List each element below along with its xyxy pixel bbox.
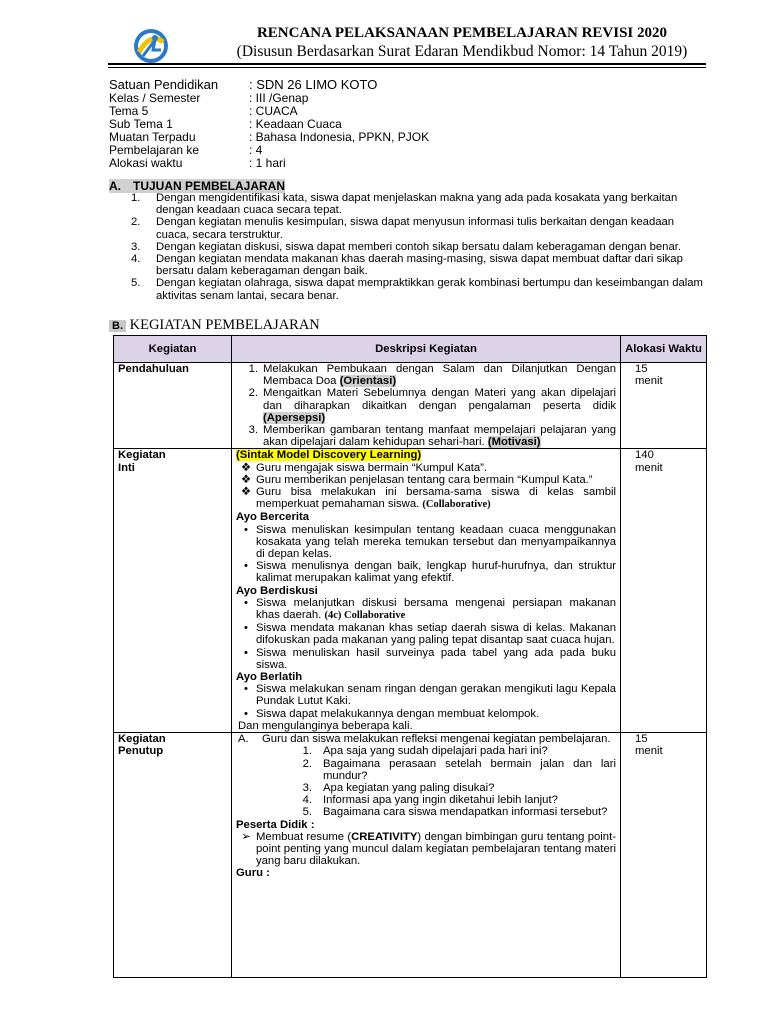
identity-label: Muatan Terpadu bbox=[109, 130, 196, 144]
item-number: 2. bbox=[131, 216, 141, 229]
cell-pendahuluan bbox=[114, 363, 232, 449]
item-number: A. bbox=[238, 733, 249, 746]
list-item bbox=[131, 253, 707, 277]
cell-pendahuluan-alokasi bbox=[621, 363, 707, 449]
cell-inti bbox=[114, 449, 232, 733]
header-divider-thick bbox=[108, 63, 706, 65]
cell-penutup-alokasi bbox=[621, 733, 707, 978]
item-number: 4. bbox=[302, 794, 312, 807]
item-number: 5. bbox=[302, 806, 312, 819]
table-row bbox=[114, 449, 707, 733]
list-item bbox=[236, 486, 616, 511]
list-item bbox=[236, 782, 616, 794]
item-text: Guru dan siswa melakukan refleksi mengenai kegiatan pembelajaran. bbox=[262, 733, 611, 746]
item-number: 3. bbox=[131, 240, 141, 253]
list-item bbox=[131, 241, 707, 253]
collaborative-tag: (Collaborative) bbox=[422, 499, 491, 511]
list-item bbox=[236, 794, 616, 806]
item-text: Memberikan gambaran tentang manfaat mempelajari pelajaran yang akan dipelajari dalam kehidupan sehari-hari. bbox=[263, 424, 616, 449]
identity-value: : CUACA bbox=[249, 104, 298, 118]
apersepsi-tag: (Apersepsi) bbox=[263, 411, 326, 424]
item-number: 3. bbox=[302, 781, 312, 794]
header-kegiatan: Kegiatan bbox=[114, 336, 232, 363]
list-item bbox=[236, 683, 616, 707]
item-number: 3. bbox=[248, 424, 258, 437]
diamond-bullet-icon: ❖ bbox=[240, 486, 252, 499]
item-text: Informasi apa yang ingin diketahui lebih lanjut? bbox=[323, 794, 558, 807]
header-divider-thin bbox=[108, 67, 706, 68]
list-item bbox=[236, 462, 616, 474]
list-item bbox=[236, 831, 616, 868]
cell-inti-alokasi bbox=[621, 449, 707, 733]
item-text: Siswa dapat melakukannya dengan membuat kelompok. bbox=[256, 707, 540, 720]
list-item bbox=[236, 424, 616, 448]
document-subtitle: (Disusun Berdasarkan Surat Edaran Mendikbud Nomor: 14 Tahun 2019) bbox=[236, 43, 688, 60]
bullet-icon: • bbox=[244, 707, 248, 720]
section-b-heading bbox=[109, 317, 320, 334]
identity-value: : Bahasa Indonesia, PPKN, PJOK bbox=[249, 130, 430, 144]
identity-label: Satuan Pendidikan bbox=[109, 77, 219, 92]
item-text: Apa kegiatan yang paling disukai? bbox=[323, 781, 495, 794]
kegiatan-name: Pendahuluan bbox=[118, 363, 189, 375]
cell-penutup bbox=[114, 733, 232, 978]
section-a-number: A. bbox=[109, 179, 121, 193]
alokasi-number: 140 bbox=[635, 449, 654, 462]
section-b-number: B. bbox=[109, 320, 126, 332]
cell-penutup-deskripsi bbox=[232, 733, 621, 978]
identity-value: : 1 hari bbox=[249, 156, 286, 170]
motivasi-tag: (Motivasi) bbox=[487, 436, 541, 449]
header-alokasi: Alokasi Waktu bbox=[621, 336, 707, 363]
item-number: 1. bbox=[248, 363, 258, 375]
alokasi-unit: menit bbox=[635, 461, 663, 474]
kegiatan-name: Inti bbox=[118, 461, 135, 474]
item-text: Guru bisa melakukan ini bersama-sama siswa di kelas sambil memperkuat pemahaman siswa. bbox=[256, 486, 616, 511]
collaborative-tag: (4c) Collaborative bbox=[324, 610, 406, 622]
creativity-tag: CREATIVITY bbox=[351, 830, 418, 843]
item-text: Siswa menuliskan hasil surveinya pada tabel yang ada pada buku siswa. bbox=[256, 646, 616, 671]
bullet-icon: • bbox=[244, 523, 248, 536]
table-row bbox=[114, 363, 707, 449]
item-text: Dengan kegiatan menulis kesimpulan, siswa dapat menyusun informasi tulis berkaitan dengan keadaan cuaca, secara terstruktur. bbox=[156, 216, 675, 241]
item-text: Dengan kegiatan diskusi, siswa dapat memberi contoh sikap bersatu dalam keberagaman dengan benar. bbox=[156, 240, 682, 253]
alokasi-number: 15 bbox=[635, 363, 648, 375]
cell-pendahuluan-deskripsi bbox=[232, 363, 621, 449]
item-text: Membuat resume ( bbox=[256, 830, 352, 843]
item-number: 2. bbox=[302, 757, 312, 770]
guru-title: Guru : bbox=[236, 867, 270, 880]
item-number: 2. bbox=[248, 387, 258, 400]
list-item bbox=[236, 745, 616, 757]
list-item bbox=[131, 277, 707, 301]
item-text: Bagaimana perasaan setelah bermain jalan dan lari mundur? bbox=[323, 757, 616, 782]
item-text: ) dengan bimbingan guru tentang point-point penting yang muncul dalam kegiatan pembelajaran tentang materi yang baru dilakukan. bbox=[256, 830, 616, 868]
peserta-didik-title: Peserta Didik : bbox=[236, 818, 315, 831]
ayo-berdiskusi-title: Ayo Berdiskusi bbox=[236, 584, 318, 597]
closing-text: Dan mengulanginya beberapa kali. bbox=[238, 719, 413, 732]
item-text: Siswa mendata makanan khas setiap daerah siswa di kelas. Makanan difokuskan pada makanan yang paling tepat disantap saat cuaca hujan. bbox=[256, 622, 616, 647]
item-text: Siswa melakukan senam ringan dengan gerakan mengikuti lagu Kepala Pundak Lutut Kaki. bbox=[256, 683, 616, 708]
list-item bbox=[236, 387, 616, 424]
diamond-bullet-icon: ❖ bbox=[240, 473, 252, 486]
list-item bbox=[131, 192, 707, 216]
item-text: Siswa melanjutkan diskusi bersama mengenai persiapan makanan khas daerah. bbox=[256, 596, 616, 622]
section-a-title: TUJUAN PEMBELAJARAN bbox=[133, 179, 286, 193]
list-item bbox=[236, 647, 616, 671]
item-number: 1. bbox=[131, 192, 141, 204]
identity-row bbox=[109, 157, 429, 170]
bullet-icon: • bbox=[244, 560, 248, 573]
item-number: 4. bbox=[131, 253, 141, 266]
item-text: Mengaitkan Materi Sebelumnya dengan Materi yang akan dipelajari dan diharapkan dikaitkan dengan pengalaman peserta didik bbox=[263, 387, 616, 412]
list-item bbox=[236, 560, 616, 584]
list-item bbox=[236, 363, 616, 387]
identity-label: Alokasi waktu bbox=[109, 156, 183, 170]
list-item bbox=[236, 708, 616, 720]
document-title: RENCANA PELAKSANAAN PEMBELAJARAN REVISI 2020 bbox=[256, 25, 668, 41]
bullet-icon: • bbox=[244, 596, 248, 609]
kegiatan-name: Kegiatan bbox=[118, 733, 166, 746]
item-text: Guru mengajak siswa bermain “Kumpul Kata”. bbox=[256, 461, 488, 474]
list-item bbox=[236, 758, 616, 782]
ayo-bercerita-title: Ayo Bercerita bbox=[236, 511, 310, 524]
table-row bbox=[114, 733, 707, 978]
item-text: Siswa menuliskan kesimpulan tentang keadaan cuaca menggunakan kosakata yang telah mereka temukan tersebut dan menyampaikannya di depan kelas. bbox=[256, 523, 616, 561]
identity-label: Kelas / Semester bbox=[109, 91, 201, 105]
identity-label: Tema 5 bbox=[109, 104, 149, 118]
ayo-berlatih-title: Ayo Berlatih bbox=[236, 671, 303, 684]
cell-inti-deskripsi bbox=[232, 449, 621, 733]
identity-row bbox=[109, 78, 429, 92]
item-text: Dengan kegiatan olahraga, siswa dapat mempraktikkan gerak kombinasi bertumpu dan keseimbangan dalam aktivitas senam lantai, secara benar. bbox=[156, 277, 703, 302]
list-item bbox=[236, 622, 616, 646]
identity-value: : SDN 26 LIMO KOTO bbox=[249, 77, 378, 92]
item-text: Dengan mengidentifikasi kata, siswa dapat menjelaskan makna yang ada pada kosakata yang berkaitan dengan keadaan cuaca secara tepat. bbox=[156, 192, 678, 217]
tut-wuri-handayani-logo-icon bbox=[133, 28, 169, 64]
table-header-row bbox=[114, 336, 707, 363]
item-text: Dengan kegiatan mendata makanan khas daerah masing-masing, siswa dapat membuat daftar dari sikap bersatu dalam keberagaman dengan baik. bbox=[156, 253, 683, 278]
identity-value: : Keadaan Cuaca bbox=[249, 117, 342, 131]
identity-value: : 4 bbox=[249, 143, 263, 157]
model-label: (Sintak Model Discovery Learning) bbox=[236, 449, 422, 462]
alokasi-unit: menit bbox=[635, 375, 663, 388]
section-a-heading bbox=[109, 179, 285, 193]
section-b-title: KEGIATAN PEMBELAJARAN bbox=[129, 317, 320, 333]
item-text: Guru memberikan penjelasan tentang cara bermain “Kumpul Kata.” bbox=[256, 473, 593, 486]
list-item bbox=[131, 216, 707, 240]
item-text: Bagaimana cara siswa mendapatkan informasi tersebut? bbox=[323, 806, 608, 819]
tujuan-list bbox=[131, 192, 707, 302]
alokasi-number: 15 bbox=[635, 733, 648, 746]
identity-label: Pembelajaran ke bbox=[109, 143, 200, 157]
list-item bbox=[236, 597, 616, 622]
bullet-icon: • bbox=[244, 646, 248, 659]
list-item bbox=[236, 474, 616, 486]
bullet-icon: • bbox=[244, 622, 248, 635]
identity-table bbox=[109, 78, 429, 170]
item-text: Apa saja yang sudah dipelajari pada hari ini? bbox=[323, 745, 548, 758]
diamond-bullet-icon: ❖ bbox=[240, 461, 252, 474]
bullet-icon: • bbox=[244, 683, 248, 696]
identity-label: Sub Tema 1 bbox=[109, 117, 173, 131]
item-text: Melakukan Pembukaan dengan Salam dan Dilanjutkan Dengan Membaca Doa bbox=[263, 363, 616, 388]
item-text: Siswa menulisnya dengan baik, lengkap huruf-hurufnya, dan struktur kalimat merupakan kalimat yang efektif. bbox=[256, 560, 616, 585]
kegiatan-name: Kegiatan bbox=[118, 449, 166, 462]
arrow-bullet-icon: ➢ bbox=[241, 830, 251, 843]
kegiatan-table bbox=[113, 335, 707, 978]
kegiatan-name: Penutup bbox=[118, 745, 164, 758]
alokasi-unit: menit bbox=[635, 745, 663, 758]
list-item bbox=[236, 806, 616, 818]
header-deskripsi: Deskripsi Kegiatan bbox=[232, 336, 621, 363]
orientasi-tag: (Orientasi) bbox=[339, 375, 397, 388]
list-item bbox=[236, 524, 616, 561]
list-item bbox=[236, 733, 616, 745]
item-number: 5. bbox=[131, 277, 141, 290]
identity-value: : III /Genap bbox=[249, 91, 309, 105]
item-number: 1. bbox=[302, 745, 312, 758]
